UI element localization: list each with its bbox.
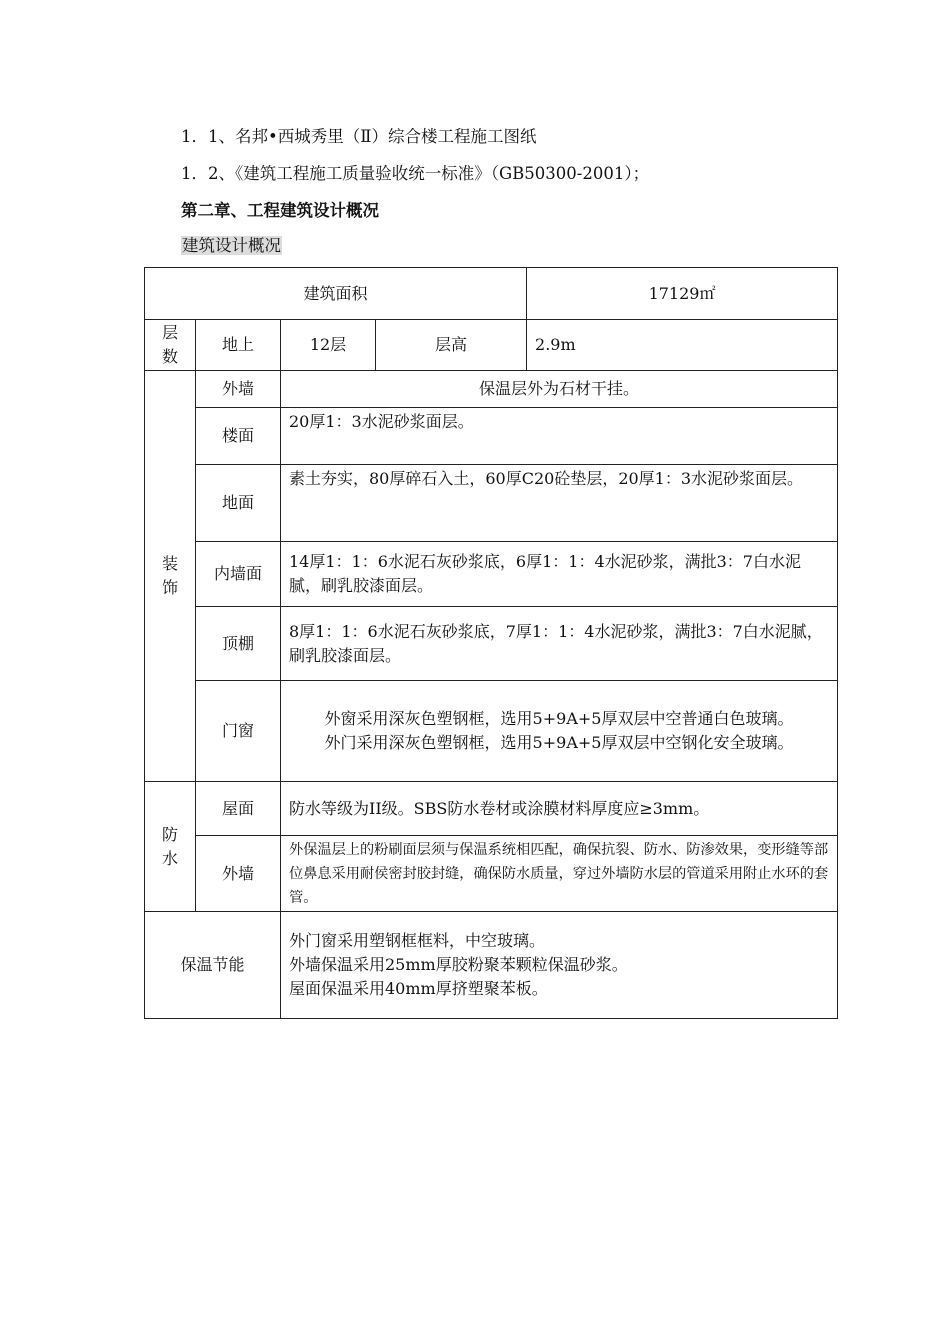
floors-label: 层数 [145, 320, 196, 371]
waterproof-label: 防水 [145, 782, 196, 912]
floor-height-value: 2.9m [527, 320, 838, 371]
insulation-line-2: 外墙保温采用25mm厚胶粉聚苯颗粒保温砂浆。 [289, 955, 628, 974]
ext-wall-value: 保温层外为石材干挂。 [281, 371, 838, 408]
doors-value: 外门采用深灰色塑钢框，选用5+9A+5厚双层中空钢化安全玻璃。 [324, 733, 794, 752]
table-row [145, 681, 838, 782]
table-caption: 建筑设计概况 [182, 236, 281, 255]
area-label: 建筑面积 [145, 268, 527, 320]
table-row [145, 465, 838, 542]
area-value: 17129㎡ [527, 268, 838, 320]
chapter-heading: 第二章、工程建筑设计概况 [181, 201, 379, 220]
above-ground-value: 12层 [281, 320, 376, 371]
wp-ext-wall-value: 外保温层上的粉刷面层须与保温系统相匹配，确保抗裂、防水、防渗效果，变形缝等部位鼻息采用耐侯密封胶封缝，确保防水质量，穿过外墙防水层的管道采用附止水环的套管。 [281, 836, 838, 912]
table-row [145, 408, 838, 465]
ceiling-label: 顶棚 [196, 607, 281, 681]
table-row [145, 782, 838, 836]
ext-wall-label: 外墙 [196, 371, 281, 408]
insulation-label: 保温节能 [145, 912, 281, 1019]
roof-label: 屋面 [196, 782, 281, 836]
ground-label: 地面 [196, 465, 281, 542]
floor-height-label: 层高 [376, 320, 527, 371]
floor-surface-value: 20厚1：3水泥砂浆面层。 [281, 408, 838, 465]
design-overview-table [144, 267, 838, 1019]
above-ground-label: 地上 [196, 320, 281, 371]
table-row [145, 607, 838, 681]
table-row [145, 912, 838, 1019]
table-row [145, 320, 838, 371]
insulation-value [281, 912, 838, 1019]
doors-windows-value [281, 681, 838, 782]
decoration-label: 装饰 [145, 371, 196, 782]
roof-value: 防水等级为II级。SBS防水卷材或涂膜材料厚度应≥3mm。 [281, 782, 838, 836]
insulation-line-1: 外门窗采用塑钢框框料，中空玻璃。 [289, 931, 546, 950]
reference-line-1: 1．1、名邦•西城秀里（Ⅱ）综合楼工程施工图纸 [181, 127, 537, 146]
floor-surface-label: 楼面 [196, 408, 281, 465]
table-row [145, 371, 838, 408]
reference-line-2: 1．2、《建筑工程施工质量验收统一标准》（GB50300-2001）； [181, 164, 650, 183]
table-row [145, 268, 838, 320]
ceiling-value: 8厚1：1：6水泥石灰砂浆底，7厚1：1：4水泥砂浆，满批3：7白水泥腻，刷乳胶漆面层。 [281, 607, 838, 681]
table-row [145, 836, 838, 912]
int-wall-label: 内墙面 [196, 542, 281, 607]
wp-ext-wall-label: 外墙 [196, 836, 281, 912]
ground-value: 素土夯实，80厚碎石入土，60厚C20砼垫层，20厚1：3水泥砂浆面层。 [281, 465, 838, 542]
windows-value: 外窗采用深灰色塑钢框，选用5+9A+5厚双层中空普通白色玻璃。 [324, 709, 794, 728]
insulation-line-3: 屋面保温采用40mm厚挤塑聚苯板。 [289, 979, 548, 998]
doors-windows-label: 门窗 [196, 681, 281, 782]
int-wall-value: 14厚1：1：6水泥石灰砂浆底，6厚1：1：4水泥砂浆，满批3：7白水泥腻，刷乳胶漆面层。 [281, 542, 838, 607]
table-row [145, 542, 838, 607]
